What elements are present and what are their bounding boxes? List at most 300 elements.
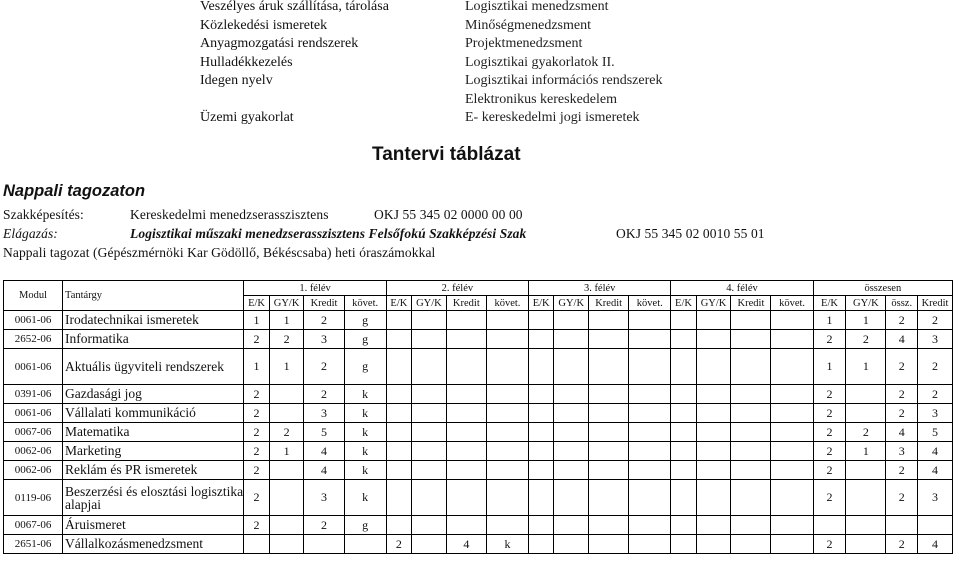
subheader-cell: követ. [629, 296, 671, 311]
subject-name: Gazdasági jog [63, 385, 244, 404]
total-cell: 4 [918, 442, 953, 461]
semester-2-cell [412, 535, 447, 554]
semester-4-cell [671, 349, 696, 385]
left-list-item: Veszélyes áruk szállítása, tárolása [200, 0, 389, 14]
semester-2-cell [446, 311, 486, 330]
semester-4-cell [696, 516, 731, 535]
right-list-item: E- kereskedelmi jogi ismeretek [465, 110, 640, 125]
total-cell: 5 [918, 423, 953, 442]
semester-1-cell: 1 [269, 311, 304, 330]
semester-3-cell [629, 404, 671, 423]
semester-2-cell [412, 480, 447, 516]
total-cell: 3 [886, 442, 918, 461]
table-row [4, 442, 953, 461]
total-cell: 2 [813, 385, 846, 404]
semester-4-cell [696, 404, 731, 423]
semester-1-cell: 2 [244, 480, 269, 516]
total-cell: 2 [813, 404, 846, 423]
semester-2-cell [486, 461, 528, 480]
semester-3-cell [589, 442, 629, 461]
subheader-cell: E/K [386, 296, 411, 311]
semester-2-cell [412, 461, 447, 480]
semester-1-cell: 2 [244, 461, 269, 480]
semester-2-cell [386, 442, 411, 461]
right-list-item: Minőségmenedzsment [465, 17, 591, 33]
semester-1-cell: k [344, 404, 386, 423]
total-cell: 2 [886, 349, 918, 385]
semester-4-cell [771, 461, 813, 480]
subheader-total-cell: GY/K [846, 296, 886, 311]
table-row [4, 349, 953, 385]
semester-2-cell [486, 349, 528, 385]
semester-1-cell: k [344, 385, 386, 404]
semester-1-cell: 2 [304, 385, 344, 404]
total-cell [846, 535, 886, 554]
left-list-item: Közlekedési ismeretek [200, 17, 328, 33]
semester-1-cell: k [344, 461, 386, 480]
right-subject-list [465, 0, 662, 128]
semester-4-cell [671, 423, 696, 442]
total-cell: 3 [918, 404, 953, 423]
subheader-cell: Kredit [446, 296, 486, 311]
semester-4-cell [771, 535, 813, 554]
semester-3-cell [589, 480, 629, 516]
semester-4-cell [696, 461, 731, 480]
right-list-item: Logisztikai menedzsment [465, 0, 609, 14]
right-list-item: Logisztikai információs rendszerek [465, 73, 663, 88]
semester-4-cell [731, 404, 771, 423]
total-cell: 1 [813, 311, 846, 330]
semester-1-cell: 4 [304, 461, 344, 480]
semester-3-cell [589, 423, 629, 442]
semester-1-cell: g [344, 311, 386, 330]
semester-2-cell [446, 349, 486, 385]
semester-3-cell [529, 330, 554, 349]
semester-4-cell [731, 442, 771, 461]
subheader-cell: Kredit [589, 296, 629, 311]
semester-1-cell [269, 516, 304, 535]
semester-4-cell [771, 423, 813, 442]
semester-3-cell [629, 535, 671, 554]
total-cell: 2 [813, 442, 846, 461]
total-cell: 1 [846, 349, 886, 385]
module-code: 0067-06 [4, 423, 63, 442]
semester-3-cell [589, 330, 629, 349]
total-cell: 2 [918, 385, 953, 404]
semester-3-cell [554, 423, 589, 442]
semester-4-cell [731, 423, 771, 442]
subject-name: Áruismeret [63, 516, 244, 535]
semester-3-cell [589, 516, 629, 535]
total-cell: 4 [918, 461, 953, 480]
table-row [4, 516, 953, 535]
semester-1-cell: 2 [244, 423, 269, 442]
subheader-cell: követ. [344, 296, 386, 311]
total-cell: 2 [918, 311, 953, 330]
total-cell [846, 385, 886, 404]
subheader-cell: E/K [529, 296, 554, 311]
semester-3-cell [629, 423, 671, 442]
semester-2-cell [412, 311, 447, 330]
semester-4-cell [731, 516, 771, 535]
semester-4-cell [771, 311, 813, 330]
semester-2-cell [386, 461, 411, 480]
semester-4-cell [696, 423, 731, 442]
semester-3-cell [589, 461, 629, 480]
semester-1-cell [269, 404, 304, 423]
subheader-total-cell: össz. [886, 296, 918, 311]
qualification-okj: OKJ 55 345 02 0000 00 00 [374, 207, 523, 222]
semester-2-cell [412, 442, 447, 461]
semester-1-cell: 3 [304, 480, 344, 516]
semester-2-cell [386, 330, 411, 349]
total-cell: 2 [886, 404, 918, 423]
semester-3-cell [589, 535, 629, 554]
semester-3-cell [529, 423, 554, 442]
module-code: 0062-06 [4, 442, 63, 461]
branch-okj: OKJ 55 345 02 0010 55 01 [616, 226, 765, 241]
semester-2-cell: 4 [446, 535, 486, 554]
module-code: 0061-06 [4, 311, 63, 330]
header-semester-2: 2. félév [386, 281, 528, 296]
semester-3-cell [554, 442, 589, 461]
semester-1-cell: g [344, 516, 386, 535]
semester-3-cell [529, 442, 554, 461]
table-row [4, 385, 953, 404]
semester-4-cell [671, 442, 696, 461]
semester-2-cell [412, 404, 447, 423]
total-cell: 2 [813, 461, 846, 480]
semester-2-cell [386, 516, 411, 535]
table-row [4, 311, 953, 330]
semester-1-cell: 2 [304, 349, 344, 385]
semester-1-cell [304, 535, 344, 554]
semester-1-cell: 1 [244, 311, 269, 330]
semester-3-cell [529, 516, 554, 535]
semester-1-cell: 1 [269, 442, 304, 461]
semester-3-cell [529, 311, 554, 330]
semester-3-cell [629, 442, 671, 461]
page-subtitle: Nappali tagozaton [3, 182, 146, 200]
semester-1-cell: 2 [244, 385, 269, 404]
semester-3-cell [529, 385, 554, 404]
semester-4-cell [671, 461, 696, 480]
left-list-item: Hulladékkezelés [200, 54, 293, 70]
semester-4-cell [771, 480, 813, 516]
semester-4-cell [771, 330, 813, 349]
semester-3-cell [589, 385, 629, 404]
semester-2-cell [412, 330, 447, 349]
header-modul: Modul [4, 281, 63, 311]
semester-4-cell [771, 404, 813, 423]
semester-2-cell [486, 423, 528, 442]
semester-1-cell [344, 535, 386, 554]
semester-1-cell: 2 [304, 311, 344, 330]
semester-2-cell [412, 423, 447, 442]
semester-4-cell [771, 516, 813, 535]
semester-1-cell: 2 [244, 330, 269, 349]
semester-4-cell [731, 349, 771, 385]
semester-1-cell: 4 [304, 442, 344, 461]
semester-2-cell [386, 480, 411, 516]
total-cell: 2 [813, 535, 846, 554]
semester-4-cell [696, 480, 731, 516]
header-semester-3: 3. félév [529, 281, 671, 296]
semester-1-cell: 3 [304, 404, 344, 423]
semester-3-cell [529, 535, 554, 554]
total-cell: 2 [886, 480, 918, 516]
total-cell: 2 [846, 330, 886, 349]
semester-2-cell [446, 461, 486, 480]
semester-4-cell [696, 385, 731, 404]
total-cell: 4 [918, 535, 953, 554]
semester-2-cell [486, 442, 528, 461]
semester-3-cell [529, 480, 554, 516]
total-cell [846, 480, 886, 516]
semester-2-cell [486, 311, 528, 330]
semester-3-cell [629, 349, 671, 385]
curriculum-table [3, 280, 953, 554]
subject-name: Vállalati kommunikáció [63, 404, 244, 423]
module-code: 0067-06 [4, 516, 63, 535]
semester-4-cell [671, 385, 696, 404]
left-subject-list [200, 0, 389, 128]
semester-3-cell [529, 404, 554, 423]
semester-3-cell [629, 480, 671, 516]
module-code: 0061-06 [4, 404, 63, 423]
semester-4-cell [696, 442, 731, 461]
subheader-total-cell: Kredit [918, 296, 953, 311]
total-cell: 2 [886, 535, 918, 554]
semester-1-cell [244, 535, 269, 554]
subject-name: Aktuális ügyviteli rendszerek [63, 349, 244, 385]
header-total: összesen [813, 281, 952, 296]
total-cell: 2 [886, 311, 918, 330]
total-cell: 2 [813, 480, 846, 516]
total-cell: 3 [918, 480, 953, 516]
total-cell [886, 516, 918, 535]
semester-3-cell [529, 349, 554, 385]
semester-4-cell [696, 311, 731, 330]
semester-3-cell [554, 535, 589, 554]
module-code: 2652-06 [4, 330, 63, 349]
total-cell: 2 [918, 349, 953, 385]
schedule-text: Nappali tagozat (Gépészmérnöki Kar Gödöllő, Békéscsaba) heti óraszámokkal [3, 245, 436, 260]
semester-2-cell [486, 480, 528, 516]
subject-name: Beszerzési és elosztási logisztika alapjai [63, 480, 244, 516]
semester-1-cell: 2 [269, 423, 304, 442]
total-cell: 4 [886, 423, 918, 442]
semester-3-cell [589, 311, 629, 330]
semester-4-cell [671, 480, 696, 516]
total-cell [813, 516, 846, 535]
table-row [4, 461, 953, 480]
semester-1-cell: 5 [304, 423, 344, 442]
semester-2-cell [386, 404, 411, 423]
semester-1-cell: 3 [304, 330, 344, 349]
module-code: 2651-06 [4, 535, 63, 554]
semester-2-cell [446, 330, 486, 349]
semester-4-cell [731, 480, 771, 516]
semester-2-cell [386, 385, 411, 404]
semester-2-cell [446, 385, 486, 404]
semester-2-cell [412, 349, 447, 385]
subheader-cell: Kredit [731, 296, 771, 311]
semester-2-cell [446, 423, 486, 442]
subheader-cell: Kredit [304, 296, 344, 311]
semester-2-cell [446, 480, 486, 516]
semester-1-cell: k [344, 442, 386, 461]
subheader-cell: GY/K [554, 296, 589, 311]
subheader-cell: E/K [671, 296, 696, 311]
semester-4-cell [696, 535, 731, 554]
semester-1-cell [269, 535, 304, 554]
left-list-item: Üzemi gyakorlat [200, 110, 294, 125]
semester-1-cell: g [344, 330, 386, 349]
total-cell [846, 516, 886, 535]
semester-2-cell: 2 [386, 535, 411, 554]
total-cell [846, 461, 886, 480]
semester-1-cell: 2 [244, 404, 269, 423]
semester-4-cell [731, 330, 771, 349]
qualification-value: Kereskedelmi menedzserasszisztens [130, 207, 329, 222]
left-list-item [200, 91, 389, 110]
semester-1-cell: k [344, 423, 386, 442]
right-list-item: Logisztikai gyakorlatok II. [465, 54, 615, 70]
semester-3-cell [629, 461, 671, 480]
total-cell: 2 [813, 330, 846, 349]
semester-1-cell: 1 [269, 349, 304, 385]
semester-3-cell [629, 330, 671, 349]
header-semester-1: 1. félév [244, 281, 386, 296]
semester-4-cell [696, 349, 731, 385]
table-row [4, 535, 953, 554]
subheader-total-cell: E/K [813, 296, 846, 311]
subject-name: Irodatechnikai ismeretek [63, 311, 244, 330]
semester-2-cell [486, 516, 528, 535]
semester-3-cell [629, 516, 671, 535]
semester-4-cell [671, 516, 696, 535]
semester-1-cell [269, 461, 304, 480]
semester-1-cell: 2 [244, 442, 269, 461]
left-list-item: Idegen nyelv [200, 73, 273, 88]
semester-4-cell [671, 330, 696, 349]
total-cell [846, 404, 886, 423]
subject-name: Matematika [63, 423, 244, 442]
semester-1-cell: k [344, 480, 386, 516]
semester-2-cell [412, 516, 447, 535]
left-list-item: Anyagmozgatási rendszerek [200, 36, 359, 51]
total-cell [918, 516, 953, 535]
subject-name: Informatika [63, 330, 244, 349]
qualification-label: Szakképesítés: [3, 207, 84, 222]
subheader-cell: követ. [771, 296, 813, 311]
semester-3-cell [589, 404, 629, 423]
header-row-semesters [4, 281, 953, 296]
semester-3-cell [554, 461, 589, 480]
semester-3-cell [629, 385, 671, 404]
semester-3-cell [554, 330, 589, 349]
subject-name: Reklám és PR ismeretek [63, 461, 244, 480]
semester-2-cell [386, 349, 411, 385]
semester-4-cell [696, 330, 731, 349]
semester-3-cell [554, 385, 589, 404]
total-cell: 2 [886, 461, 918, 480]
total-cell: 2 [813, 423, 846, 442]
table-row [4, 330, 953, 349]
table-row [4, 423, 953, 442]
table-row [4, 480, 953, 516]
total-cell: 1 [813, 349, 846, 385]
subject-name: Marketing [63, 442, 244, 461]
semester-2-cell [386, 423, 411, 442]
semester-1-cell: g [344, 349, 386, 385]
semester-4-cell [671, 404, 696, 423]
semester-4-cell [731, 535, 771, 554]
subheader-cell: GY/K [412, 296, 447, 311]
semester-4-cell [731, 385, 771, 404]
total-cell: 2 [886, 385, 918, 404]
semester-4-cell [771, 442, 813, 461]
semester-3-cell [554, 516, 589, 535]
semester-3-cell [554, 311, 589, 330]
subheader-cell: követ. [486, 296, 528, 311]
header-tantargy: Tantárgy [63, 281, 244, 311]
right-list-item: Projektmenedzsment [465, 36, 583, 51]
semester-2-cell [446, 442, 486, 461]
semester-3-cell [554, 404, 589, 423]
semester-3-cell [554, 349, 589, 385]
semester-1-cell: 1 [244, 349, 269, 385]
semester-1-cell [269, 385, 304, 404]
semester-2-cell [446, 516, 486, 535]
semester-4-cell [771, 349, 813, 385]
total-cell: 1 [846, 311, 886, 330]
page-title: Tantervi táblázat [372, 144, 521, 165]
semester-4-cell [671, 535, 696, 554]
semester-4-cell [671, 311, 696, 330]
semester-2-cell [446, 404, 486, 423]
module-code: 0119-06 [4, 480, 63, 516]
semester-1-cell: 2 [269, 330, 304, 349]
total-cell: 2 [846, 423, 886, 442]
header-semester-4: 4. félév [671, 281, 813, 296]
module-code: 0062-06 [4, 461, 63, 480]
right-list-item: Elektronikus kereskedelem [465, 91, 618, 107]
total-cell: 1 [846, 442, 886, 461]
semester-2-cell [412, 385, 447, 404]
subject-name: Vállalkozásmenedzsment [63, 535, 244, 554]
semester-2-cell [486, 385, 528, 404]
module-code: 0391-06 [4, 385, 63, 404]
semester-3-cell [529, 461, 554, 480]
semester-1-cell: 2 [304, 516, 344, 535]
semester-4-cell [731, 461, 771, 480]
subheader-cell: GY/K [696, 296, 731, 311]
total-cell: 4 [886, 330, 918, 349]
semester-2-cell [386, 311, 411, 330]
semester-3-cell [629, 311, 671, 330]
semester-2-cell [486, 330, 528, 349]
semester-1-cell: 2 [244, 516, 269, 535]
branch-label: Elágazás: [3, 226, 58, 241]
semester-2-cell: k [486, 535, 528, 554]
semester-3-cell [589, 349, 629, 385]
branch-value: Logisztikai műszaki menedzserasszisztens Felsőfokú Szakképzési Szak [130, 226, 527, 241]
total-cell: 3 [918, 330, 953, 349]
table-row [4, 404, 953, 423]
semester-2-cell [486, 404, 528, 423]
